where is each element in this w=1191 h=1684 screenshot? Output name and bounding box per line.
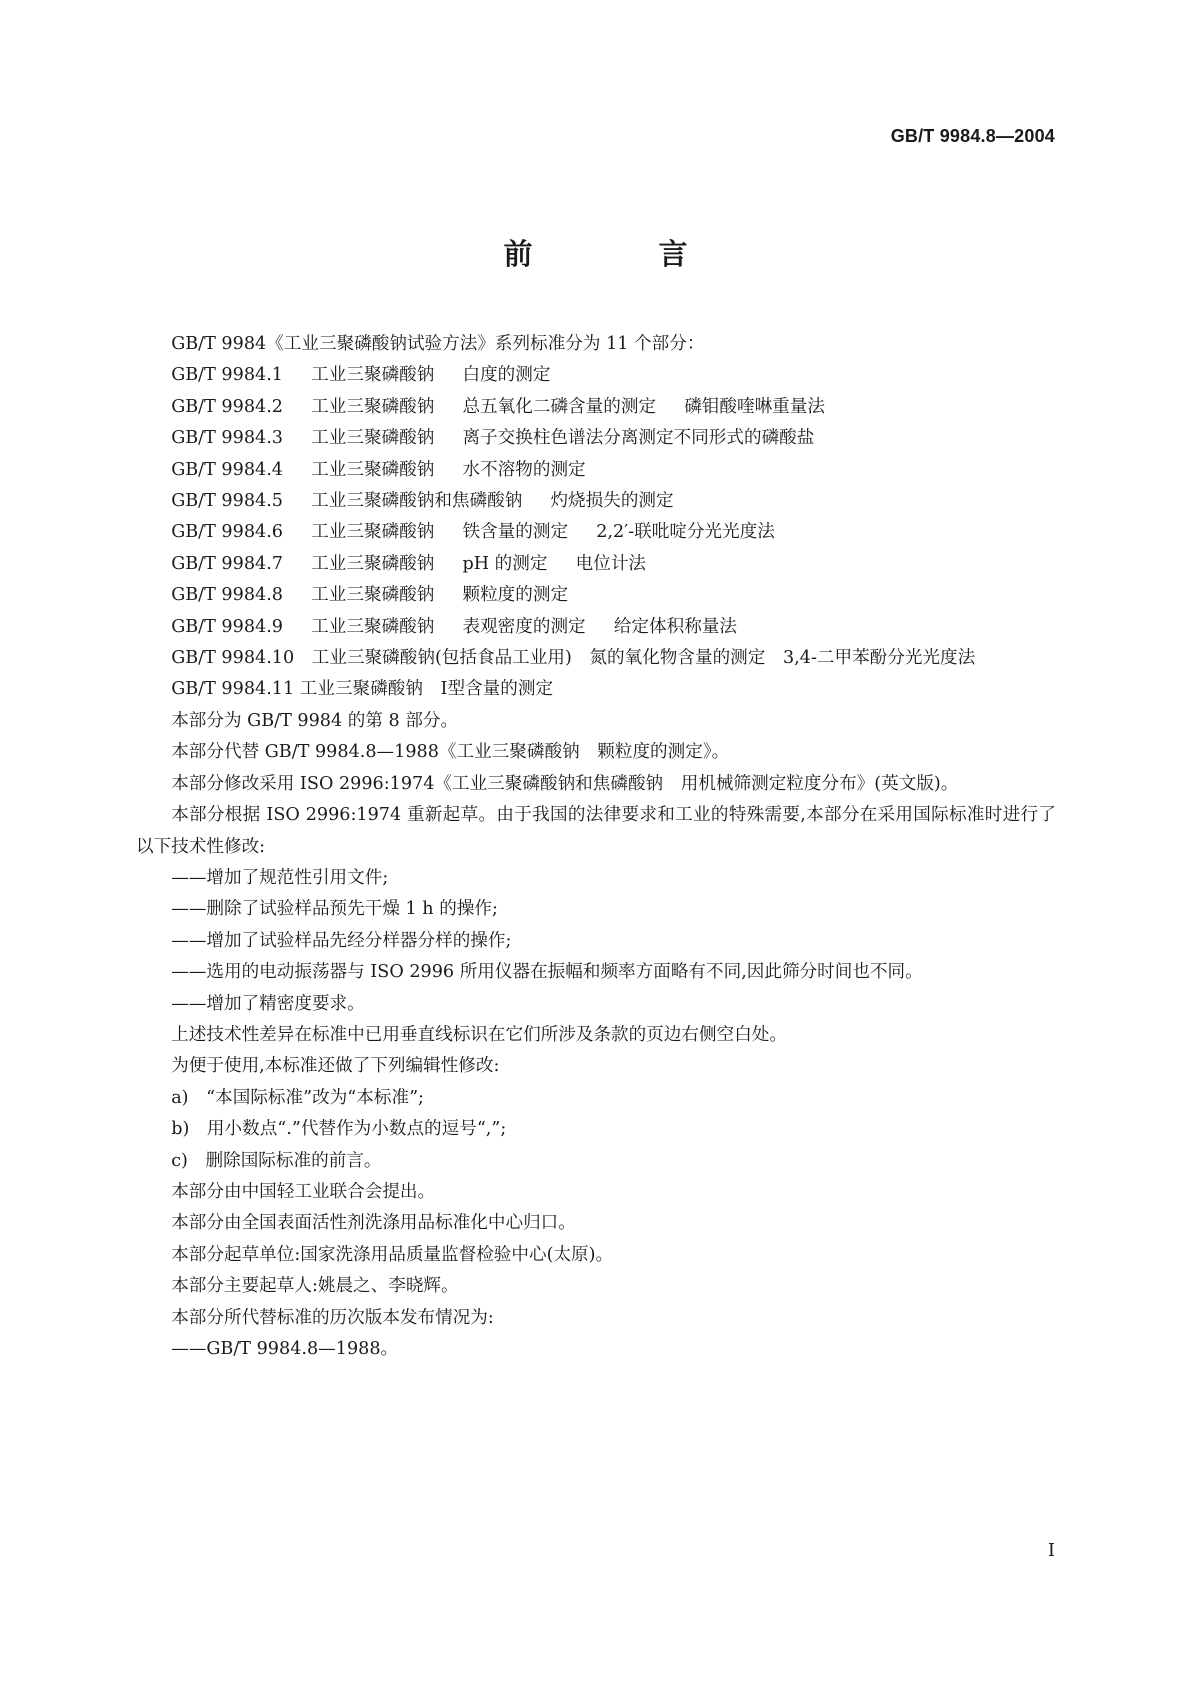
part-code: GB/T 9984.3 — [171, 428, 283, 449]
centralized-by: 本部分由全国表面活性剂洗涤用品标准化中心归口。 — [171, 1213, 576, 1234]
part-code: GB/T 9984.1 — [171, 365, 283, 386]
part-subject: 颗粒度的测定 — [462, 585, 569, 606]
list-text: 用小数点“.”代替作为小数点的逗号“,”; — [206, 1119, 507, 1140]
part-subject: 铁含量的测定 — [462, 522, 569, 543]
part-item-8 — [136, 580, 1056, 611]
list-text: “本国际标准”改为“本标准”; — [206, 1087, 424, 1108]
part-product: 工业三聚磷酸钠 — [311, 585, 435, 606]
part-product: 工业三聚磷酸钠 — [311, 522, 435, 543]
part-item-9 — [136, 612, 1056, 643]
part-item-5 — [136, 486, 1056, 517]
part-subject: 离子交换柱色谱法分离测定不同形式的磷酸盐 — [462, 428, 815, 449]
part-subject: 白度的测定 — [462, 365, 551, 386]
part-product: 工业三聚磷酸钠(包括食品工业用) — [311, 648, 572, 669]
list-label: c) — [171, 1150, 188, 1171]
part-code: GB/T 9984.8 — [171, 585, 283, 606]
part-method: 给定体积称量法 — [613, 616, 737, 637]
part-product: 工业三聚磷酸钠 — [311, 553, 435, 574]
part-subject: 总五氧化二磷含量的测定 — [462, 396, 657, 417]
part-method: 3,4-二甲苯酚分光光度法 — [782, 648, 976, 669]
part-item-6 — [136, 517, 1056, 548]
part-item-3 — [136, 423, 1056, 454]
part-item-10 — [136, 643, 1056, 674]
part-subject: pH 的测定 — [462, 553, 548, 574]
part-item-2 — [136, 392, 1056, 423]
document-body — [136, 329, 1056, 1365]
list-label: b) — [171, 1119, 190, 1140]
part-item-4 — [136, 455, 1056, 486]
part-method: 2,2′-联吡啶分光光度法 — [596, 522, 775, 543]
list-label: a) — [171, 1087, 189, 1108]
part-code: GB/T 9984.7 — [171, 553, 283, 574]
part-subject: 表观密度的测定 — [462, 616, 586, 637]
page-title: 前 言 — [503, 237, 746, 271]
part-product: 工业三聚磷酸钠和焦磷酸钠 — [311, 491, 523, 512]
part-subject: 灼烧损失的测定 — [550, 491, 674, 512]
part-method: 电位计法 — [575, 553, 647, 574]
part-code: GB/T 9984.6 — [171, 522, 283, 543]
part-product: 工业三聚磷酸钠 — [311, 365, 435, 386]
part-code: GB/T 9984.5 — [171, 491, 283, 512]
part-code: GB/T 9984.10 — [171, 648, 295, 669]
part-subject: 水不溶物的测定 — [462, 459, 586, 480]
redraft-statement: 本部分根据 ISO 2996:1974 重新起草。由于我国的法律要求和工业的特殊需要,本部分在采用国际标准时进行了以下技术性修改: — [136, 805, 1056, 857]
tech-change-item: ——增加了试验样品先经分样器分样的操作; — [171, 930, 512, 951]
replacement-statement: 本部分代替 GB/T 9984.8—1988《工业三聚磷酸钠 颗粒度的测定》。 — [171, 742, 730, 763]
tech-change-item: ——选用的电动振荡器与 ISO 2996 所用仪器在振幅和频率方面略有不同,因此筛分时间也不同。 — [171, 962, 923, 983]
main-drafters: 本部分主要起草人:姚晨之、李晓辉。 — [171, 1276, 459, 1297]
editorial-item-a — [136, 1083, 1056, 1114]
list-text: 删除国际标准的前言。 — [205, 1150, 382, 1171]
history-intro: 本部分所代替标准的历次版本发布情况为: — [171, 1307, 494, 1328]
editorial-intro: 为便于使用,本标准还做了下列编辑性修改: — [171, 1056, 500, 1077]
marking-note: 上述技术性差异在标准中已用垂直线标识在它们所涉及条款的页边右侧空白处。 — [171, 1024, 787, 1045]
part-statement: 本部分为 GB/T 9984 的第 8 部分。 — [171, 710, 459, 731]
part-code: GB/T 9984.9 — [171, 616, 283, 637]
adoption-statement: 本部分修改采用 ISO 2996:1974《工业三聚磷酸钠和焦磷酸钠 用机械筛测定粒度分布》(英文版)。 — [171, 773, 959, 794]
part-product: 工业三聚磷酸钠 — [311, 428, 435, 449]
part-item-11 — [136, 674, 1056, 705]
part-product: 工业三聚磷酸钠 — [311, 459, 435, 480]
tech-change-item: ——删除了试验样品预先干燥 1 h 的操作; — [171, 899, 498, 920]
series-intro: GB/T 9984《工业三聚磷酸钠试验方法》系列标准分为 11 个部分： — [171, 334, 705, 354]
editorial-item-c — [136, 1146, 1056, 1177]
proposed-by: 本部分由中国轻工业联合会提出。 — [171, 1181, 436, 1202]
tech-change-item: ——增加了精密度要求。 — [171, 993, 365, 1014]
drafting-unit: 本部分起草单位:国家洗涤用品质量监督检验中心(太原)。 — [171, 1244, 614, 1265]
part-code: GB/T 9984.4 — [171, 459, 283, 480]
page-number: I — [1047, 1540, 1055, 1561]
part-code: GB/T 9984.2 — [171, 396, 283, 417]
standard-code: GB/T 9984.8—2004 — [890, 126, 1055, 146]
part-subject: Ⅰ型含量的测定 — [440, 679, 554, 700]
part-subject: 氮的氧化物含量的测定 — [589, 648, 766, 669]
history-item: ——GB/T 9984.8—1988。 — [171, 1339, 399, 1359]
editorial-item-b — [136, 1114, 1056, 1145]
part-item-7 — [136, 549, 1056, 580]
part-product: 工业三聚磷酸钠 — [311, 616, 435, 637]
part-product: 工业三聚磷酸钠 — [311, 396, 435, 417]
part-method: 磷钼酸喹啉重量法 — [684, 396, 825, 417]
tech-change-item: ——增加了规范性引用文件; — [171, 867, 389, 888]
part-item-1 — [136, 360, 1056, 391]
part-code-product: GB/T 9984.11 工业三聚磷酸钠 — [171, 679, 423, 700]
